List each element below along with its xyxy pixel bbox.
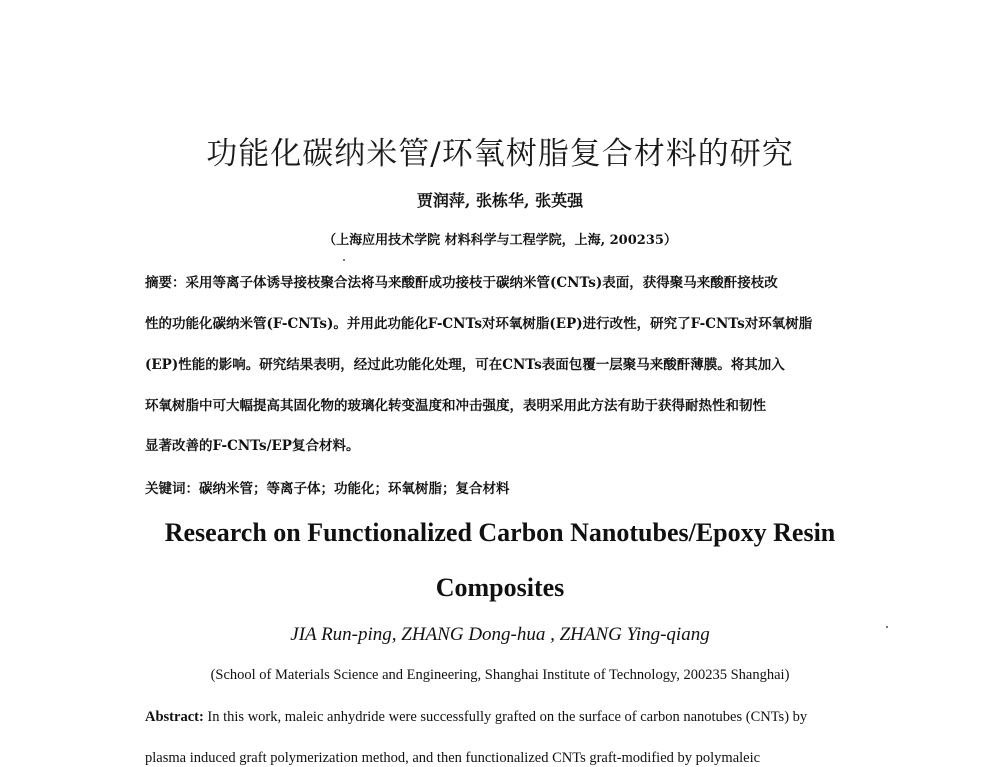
chinese-authors: 贾润萍, 张栋华, 张英强 [416, 191, 584, 210]
english-authors: JIA Run-ping, ZHANG Dong-hua , ZHANG Ying-qiang [290, 624, 710, 645]
scan-speck [343, 259, 345, 261]
chinese-title: 功能化碳纳米管/环氧树脂复合材料的研究 [206, 136, 794, 172]
chinese-abstract-line: 环氧树脂中可大幅提高其固化物的玻璃化转变温度和冲击强度，表明采用此方法有助于获得耐热性和韧性 [145, 398, 766, 414]
english-abstract-line: plasma induced graft polymerization method, and then functionalized CNTs graft-modified by polymaleic [145, 750, 761, 766]
chinese-abstract-line: (EP)性能的影响。研究结果表明，经过此功能化处理，可在CNTs表面包覆一层聚马来酸酐薄膜。将其加入 [145, 357, 785, 373]
abstract-text: In this work, maleic anhydride were successfully grafted on the surface of carbon nanotubes (CNTs) by [203, 709, 808, 725]
scan-speck [886, 626, 888, 628]
abstract-label: Abstract: [145, 709, 204, 725]
english-affiliation: (School of Materials Science and Engineering, Shanghai Institute of Technology, 200235 Shanghai) [210, 667, 790, 683]
english-abstract-line [145, 709, 807, 726]
chinese-abstract-line: 摘要：采用等离子体诱导接枝聚合法将马来酸酐成功接枝于碳纳米管(CNTs)表面，获得聚马来酸酐接枝改 [145, 275, 778, 291]
chinese-keywords: 关键词：碳纳米管；等离子体；功能化；环氧树脂；复合材料 [145, 481, 510, 497]
chinese-abstract-line: 性的功能化碳纳米管(F-CNTs)。并用此功能化F-CNTs对环氧树脂(EP)进行改性，研究了F-CNTs对环氧树脂 [145, 316, 813, 332]
english-title-line1: Research on Functionalized Carbon Nanotubes/Epoxy Resin [164, 518, 836, 547]
chinese-affiliation: （上海应用技术学院 材料科学与工程学院，上海, 200235） [323, 233, 677, 248]
english-title-line2: Composites [435, 573, 565, 602]
chinese-abstract-line: 显著改善的F-CNTs/EP复合材料。 [145, 438, 360, 454]
